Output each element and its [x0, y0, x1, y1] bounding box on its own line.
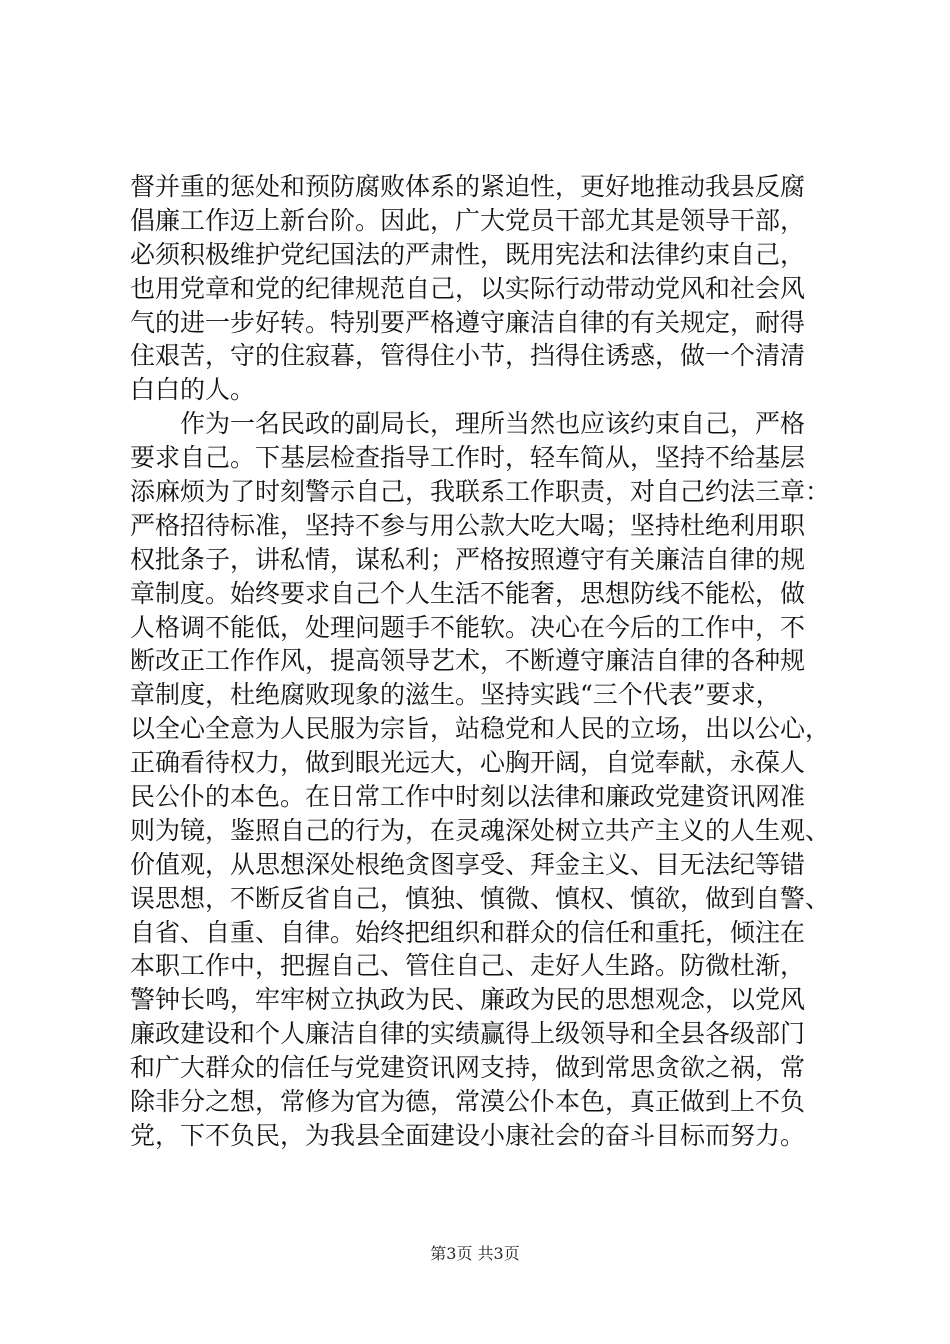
text-line: 严格招待标准，坚持不参与用公款大吃大喝；坚持杜绝利用职 — [130, 510, 806, 540]
text-line: 权批条子，讲私情，谋私利；严格按照遵守有关廉洁自律的规 — [130, 544, 806, 574]
text-line: 也用党章和党的纪律规范自己，以实际行动带动党风和社会风 — [130, 273, 806, 303]
text-line: 民公仆的本色。在日常工作中时刻以法律和廉政党建资讯网准 — [130, 782, 806, 812]
text-line: 误思想，不断反省自己，慎独、慎微、慎权、慎欲，做到自警、 — [130, 883, 831, 913]
text-line: 督并重的惩处和预防腐败体系的紧迫性，更好地推动我县反腐 — [130, 172, 806, 201]
text-line: 白白的人。 — [130, 375, 256, 405]
text-line: 以全心全意为人民服为宗旨，站稳党和人民的立场，出以公心， — [130, 714, 831, 744]
text-line: 除非分之想，常修为官为德，常漠公仆本色，真正做到上不负 — [130, 1087, 806, 1117]
text-line: 党，下不负民，为我县全面建设小康社会的奋斗目标而努力。 — [130, 1120, 806, 1150]
page-number-footer: 第3页 共3页 — [430, 1244, 520, 1263]
text-line: 住艰苦，守的住寂暮，管得住小节，挡得住诱惑，做一个清清 — [130, 341, 806, 371]
text-line: 廉政建设和个人廉洁自律的实绩赢得上级领导和全县各级部门 — [130, 1019, 806, 1049]
text-line: 要求自己。下基层检查指导工作时，轻车简从，坚持不给基层 — [130, 443, 806, 473]
text-line: 倡廉工作迈上新台阶。因此，广大党员干部尤其是领导干部， — [130, 205, 806, 235]
text-line: 价值观，从思想深处根绝贪图享受、拜金主义、目无法纪等错 — [130, 849, 806, 879]
text-line: 章制度，杜绝腐败现象的滋生。坚持实践“三个代表”要求， — [130, 680, 781, 710]
text-line: 章制度。始终要求自己个人生活不能奢，思想防线不能松，做 — [130, 578, 806, 608]
text-line: 必须积极维护党纪国法的严肃性，既用宪法和法律约束自己， — [130, 239, 806, 269]
text-line: 和广大群众的信任与党建资讯网支持，做到常思贪欲之祸，常 — [130, 1053, 806, 1083]
text-line: 自省、自重、自律。始终把组织和群众的信任和重托，倾注在 — [130, 917, 806, 947]
text-line: 气的进一步好转。特别要严格遵守廉洁自律的有关规定，耐得 — [130, 307, 806, 337]
text-line: 人格调不能低，处理问题手不能软。决心在今后的工作中，不 — [130, 612, 806, 642]
body-text — [130, 170, 840, 1153]
paragraph-start-line: 作为一名民政的副局长，理所当然也应该约束自己，严格 — [180, 409, 806, 439]
text-line: 断改正工作作风，提高领导艺术，不断遵守廉洁自律的各种规 — [130, 646, 806, 676]
text-line: 正确看待权力，做到眼光远大，心胸开阔，自觉奉献，永葆人 — [130, 748, 806, 778]
text-line: 则为镜，鉴照自己的行为，在灵魂深处树立共产主义的人生观、 — [130, 815, 831, 845]
text-line: 添麻烦为了时刻警示自己，我联系工作职责，对自己约法三章： — [130, 477, 831, 507]
text-line: 本职工作中，把握自己、管住自己、走好人生路。防微杜渐， — [130, 951, 806, 981]
text-line: 警钟长鸣，牢牢树立执政为民、廉政为民的思想观念，以党风 — [130, 985, 806, 1015]
